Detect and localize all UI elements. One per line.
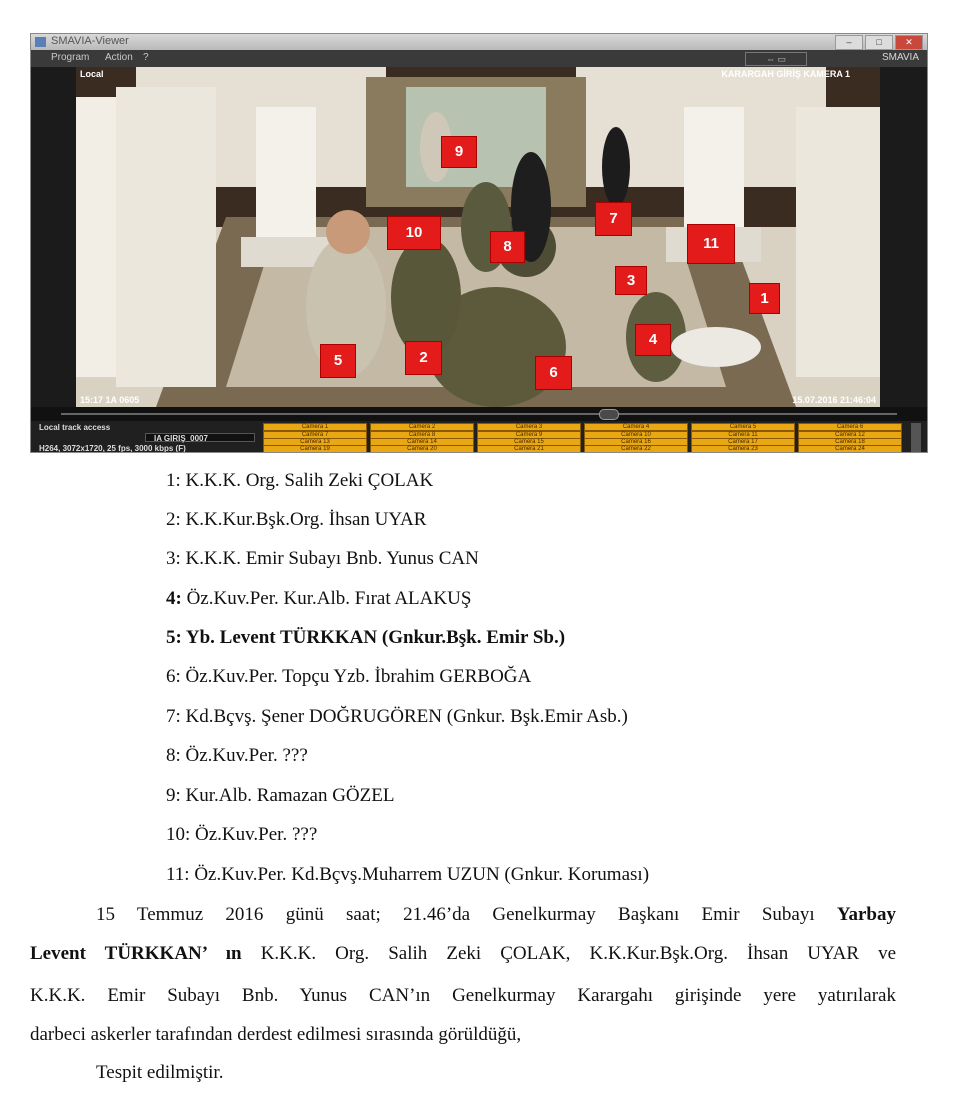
seek-track	[61, 413, 897, 415]
legend-num: 3:	[166, 548, 181, 569]
legend-item-6	[166, 666, 531, 688]
legend-item-4	[166, 588, 471, 610]
camera-button[interactable]: Camera 14	[370, 438, 474, 446]
paragraph-line-1	[96, 904, 896, 926]
marker-6: 6	[536, 357, 571, 389]
camera-button[interactable]: Camera 7	[263, 431, 367, 439]
marker-11: 11	[688, 225, 734, 263]
cctv-viewer-window	[30, 33, 928, 453]
close-icon[interactable]: ✕	[895, 35, 923, 50]
paragraph-text: 15 Temmuz 2016 günü saat; 21.46’da Genelkurmay Başkanı Emir Subayı	[96, 904, 837, 925]
marker-1: 1	[750, 284, 779, 313]
bottom-panel	[31, 421, 927, 453]
legend-text: Kur.Alb. Ramazan GÖZEL	[185, 785, 395, 806]
legend-item-8	[166, 745, 308, 767]
legend-num: 11:	[166, 864, 190, 885]
legend-item-3	[166, 548, 479, 570]
camera-button[interactable]: Camera 1	[263, 423, 367, 431]
legend-item-5	[166, 627, 565, 649]
camera-button[interactable]: Camera 5	[691, 423, 795, 431]
paragraph-line-2	[30, 943, 896, 965]
camera-button[interactable]: Camera 21	[477, 445, 581, 453]
legend-item-10	[166, 824, 317, 846]
camera-button[interactable]: Camera 10	[584, 431, 688, 439]
legend-item-9	[166, 785, 394, 807]
legend-num: 7:	[166, 706, 181, 727]
marker-3: 3	[616, 267, 646, 294]
paragraph-line-3: K.K.K. Emir Subayı Bnb. Yunus CAN’ın Genelkurmay Karargahı girişinde yere yatırılarak	[30, 985, 896, 1006]
camera-button[interactable]: Camera 13	[263, 438, 367, 446]
overlay-camera-name: KARARGAH GİRİŞ KAMERA 1	[721, 69, 850, 79]
menu-action[interactable]: Action	[105, 52, 133, 63]
legend-num: 9:	[166, 785, 181, 806]
camera-list-scrollbar[interactable]	[911, 423, 921, 453]
marker-2: 2	[406, 342, 441, 374]
legend-num: 10:	[166, 824, 191, 845]
legend-num: 8:	[166, 745, 181, 766]
legend-text: Öz.Kuv.Per. Topçu Yzb. İbrahim GERBOĞA	[185, 666, 532, 687]
legend-num: 6:	[166, 666, 181, 687]
legend-text: Öz.Kuv.Per. ???	[185, 745, 308, 766]
marker-7: 7	[596, 203, 631, 235]
camera-button[interactable]: Camera 11	[691, 431, 795, 439]
window-titlebar	[31, 34, 927, 50]
camera-button[interactable]: Camera 24	[798, 445, 902, 453]
marker-9: 9	[442, 137, 476, 167]
camera-button[interactable]: Camera 20	[370, 445, 474, 453]
legend-text: K.K.K. Org. Salih Zeki ÇOLAK	[185, 470, 434, 491]
marker-8: 8	[491, 232, 524, 262]
camera-button[interactable]: Camera 8	[370, 431, 474, 439]
camera-frame	[76, 67, 880, 407]
marker-4: 4	[636, 325, 670, 355]
camera-button[interactable]: Camera 15	[477, 438, 581, 446]
stream-info	[35, 423, 257, 453]
legend-text: Öz.Kuv.Per. Kur.Alb. Fırat ALAKUŞ	[186, 588, 472, 609]
marker-5: 5	[321, 345, 355, 377]
camera-button[interactable]: Camera 2	[370, 423, 474, 431]
overlay-stream-id: 15:17 1A 0605	[80, 395, 140, 405]
camera-button[interactable]: Camera 16	[584, 438, 688, 446]
legend-num: 5:	[166, 627, 182, 648]
paragraph-line-5: Tespit edilmiştir.	[96, 1062, 224, 1083]
toolbar-button[interactable]: ⇔ ▭	[745, 52, 807, 66]
overlay-source: Local	[80, 69, 104, 79]
info-stream: H264, 3072x1720, 25 fps, 3000 kbps (F)	[39, 444, 186, 453]
legend-item-1	[166, 470, 433, 492]
paragraph-line-4: darbeci askerler tarafından derdest edilmesi sırasında görüldüğü,	[30, 1024, 522, 1045]
camera-button[interactable]: Camera 9	[477, 431, 581, 439]
camera-button[interactable]: Camera 23	[691, 445, 795, 453]
overlay-timestamp: 15.07.2016 21:46:04	[792, 395, 876, 405]
info-title: Local track access	[39, 423, 111, 432]
seek-handle[interactable]	[599, 409, 619, 420]
app-icon	[35, 37, 46, 47]
camera-button[interactable]: Camera 12	[798, 431, 902, 439]
window-title: SMAVIA-Viewer	[51, 35, 129, 47]
paragraph-text: K.K.K. Org. Salih Zeki ÇOLAK, K.K.Kur.Bşk.Org. İhsan UYAR ve	[241, 943, 897, 964]
paragraph-bold: Yarbay	[836, 904, 896, 925]
camera-button-grid	[263, 423, 903, 453]
timeline-seekbar[interactable]	[31, 407, 927, 421]
camera-button[interactable]: Camera 18	[798, 438, 902, 446]
legend-item-2	[166, 509, 426, 531]
brand-logo: SMAVIA	[881, 52, 919, 63]
maximize-icon[interactable]: □	[865, 35, 893, 50]
minimize-icon[interactable]: –	[835, 35, 863, 50]
legend-num: 1:	[166, 470, 181, 491]
camera-button[interactable]: Camera 17	[691, 438, 795, 446]
menu-help[interactable]: ?	[143, 52, 149, 63]
camera-button[interactable]: Camera 3	[477, 423, 581, 431]
legend-num: 4:	[166, 588, 182, 609]
legend-text: Öz.Kuv.Per. ???	[195, 824, 318, 845]
camera-button[interactable]: Camera 4	[584, 423, 688, 431]
legend-text: K.K.K. Emir Subayı Bnb. Yunus CAN	[185, 548, 479, 569]
camera-button[interactable]: Camera 6	[798, 423, 902, 431]
info-channel: IA GIRIŞ_0007	[145, 433, 255, 442]
legend-item-11	[166, 864, 649, 886]
menubar	[31, 50, 927, 67]
legend-text: K.K.Kur.Bşk.Org. İhsan UYAR	[185, 509, 427, 530]
legend-text: Yb. Levent TÜRKKAN (Gnkur.Bşk. Emir Sb.)	[185, 627, 566, 648]
camera-button[interactable]: Camera 22	[584, 445, 688, 453]
camera-button[interactable]: Camera 19	[263, 445, 367, 453]
legend-text: Öz.Kuv.Per. Kd.Bçvş.Muharrem UZUN (Gnkur. Koruması)	[194, 864, 650, 885]
legend-item-7	[166, 706, 628, 728]
marker-10: 10	[388, 217, 440, 249]
window-controls	[835, 35, 923, 50]
camera-scene	[76, 67, 880, 407]
legend-text: Kd.Bçvş. Şener DOĞRUGÖREN (Gnkur. Bşk.Emir Asb.)	[185, 706, 628, 727]
menu-program[interactable]: Program	[51, 52, 90, 63]
paragraph-bold: Levent TÜRKKAN’ ın	[30, 943, 242, 964]
legend-num: 2:	[166, 509, 181, 530]
